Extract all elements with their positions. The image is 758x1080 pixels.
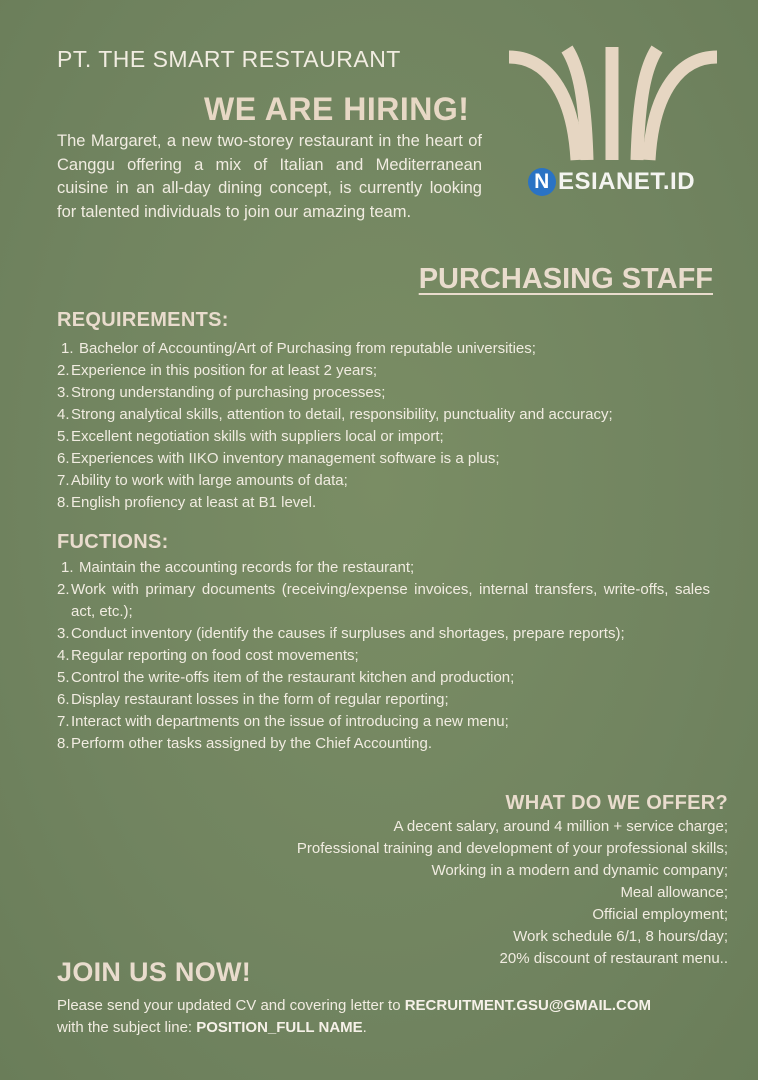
list-item: 6. Display restaurant losses in the form of regular reporting; bbox=[57, 691, 449, 708]
watermark-text: ESIANET.ID bbox=[558, 168, 696, 195]
list-item: 20% discount of restaurant menu.. bbox=[499, 950, 728, 967]
list-item: 6. Experiences with IIKO inventory management software is a plus; bbox=[57, 450, 500, 467]
list-item: Professional training and development of your professional skills; bbox=[296, 840, 728, 857]
list-item: 8. Perform other tasks assigned by the Chief Accounting. bbox=[57, 735, 433, 752]
list-item: 4. Regular reporting on food cost movements; bbox=[57, 647, 359, 664]
offer-heading: WHAT DO WE OFFER? bbox=[505, 792, 728, 814]
requirements-list bbox=[57, 338, 710, 514]
restaurant-logo-icon bbox=[505, 45, 721, 165]
offer-list bbox=[297, 816, 728, 970]
position-title: PURCHASING STAFF bbox=[418, 263, 713, 295]
list-item: Work schedule 6/1, 8 hours/day; bbox=[513, 928, 728, 945]
contact-instructions: Please send your updated CV and covering letter to RECRUITMENT.GSU@GMAIL.COM with the subject line: POSITION_FULL NAME. bbox=[57, 997, 652, 1036]
watermark bbox=[528, 168, 695, 196]
watermark-letter: N bbox=[528, 168, 556, 196]
list-item: 1. Bachelor of Accounting/Art of Purchasing from reputable universities; bbox=[61, 340, 536, 357]
requirements-heading: REQUIREMENTS: bbox=[57, 309, 229, 331]
list-item: 7. Ability to work with large amounts of data; bbox=[57, 472, 348, 489]
functions-heading: FUCTIONS: bbox=[57, 531, 169, 553]
list-item: 4. Strong analytical skills, attention to detail, responsibility, punctuality and accuracy; bbox=[57, 406, 613, 423]
list-item: A decent salary, around 4 million + service charge; bbox=[393, 818, 728, 835]
intro-paragraph: The Margaret, a new two-storey restaurant in the heart of Canggu offering a mix of Italian and Mediterranean cuisine in an all-day dining concept, is currently looking for talented individuals to join our amazing team. bbox=[57, 132, 482, 221]
list-item: Official employment; bbox=[592, 906, 728, 923]
list-item: Meal allowance; bbox=[620, 884, 728, 901]
list-item: 5. Excellent negotiation skills with suppliers local or import; bbox=[57, 428, 444, 445]
list-item: 2. Work with primary documents (receiving/expense invoices, internal transfers, write-offs, sales act, etc.); bbox=[57, 581, 710, 620]
company-name: PT. THE SMART RESTAURANT bbox=[57, 46, 401, 72]
list-item: 3. Conduct inventory (identify the causes if surpluses and shortages, prepare reports); bbox=[57, 625, 625, 642]
hiring-headline: WE ARE HIRING! bbox=[204, 91, 470, 127]
functions-list bbox=[57, 557, 710, 755]
recruitment-email[interactable]: RECRUITMENT.GSU@GMAIL.COM bbox=[404, 997, 652, 1014]
list-item: Working in a modern and dynamic company; bbox=[431, 862, 728, 879]
subject-line: POSITION_FULL NAME bbox=[196, 1019, 363, 1036]
list-item: 8. English profiency at least at B1 level. bbox=[57, 494, 317, 511]
list-item: 3. Strong understanding of purchasing processes; bbox=[57, 384, 386, 401]
list-item: 2. Experience in this position for at least 2 years; bbox=[57, 362, 377, 379]
list-item: 7. Interact with departments on the issue of introducing a new menu; bbox=[57, 713, 509, 730]
join-heading: JOIN US NOW! bbox=[57, 957, 252, 987]
list-item: 5. Control the write-offs item of the restaurant kitchen and production; bbox=[57, 669, 515, 686]
list-item: 1. Maintain the accounting records for the restaurant; bbox=[61, 559, 415, 576]
